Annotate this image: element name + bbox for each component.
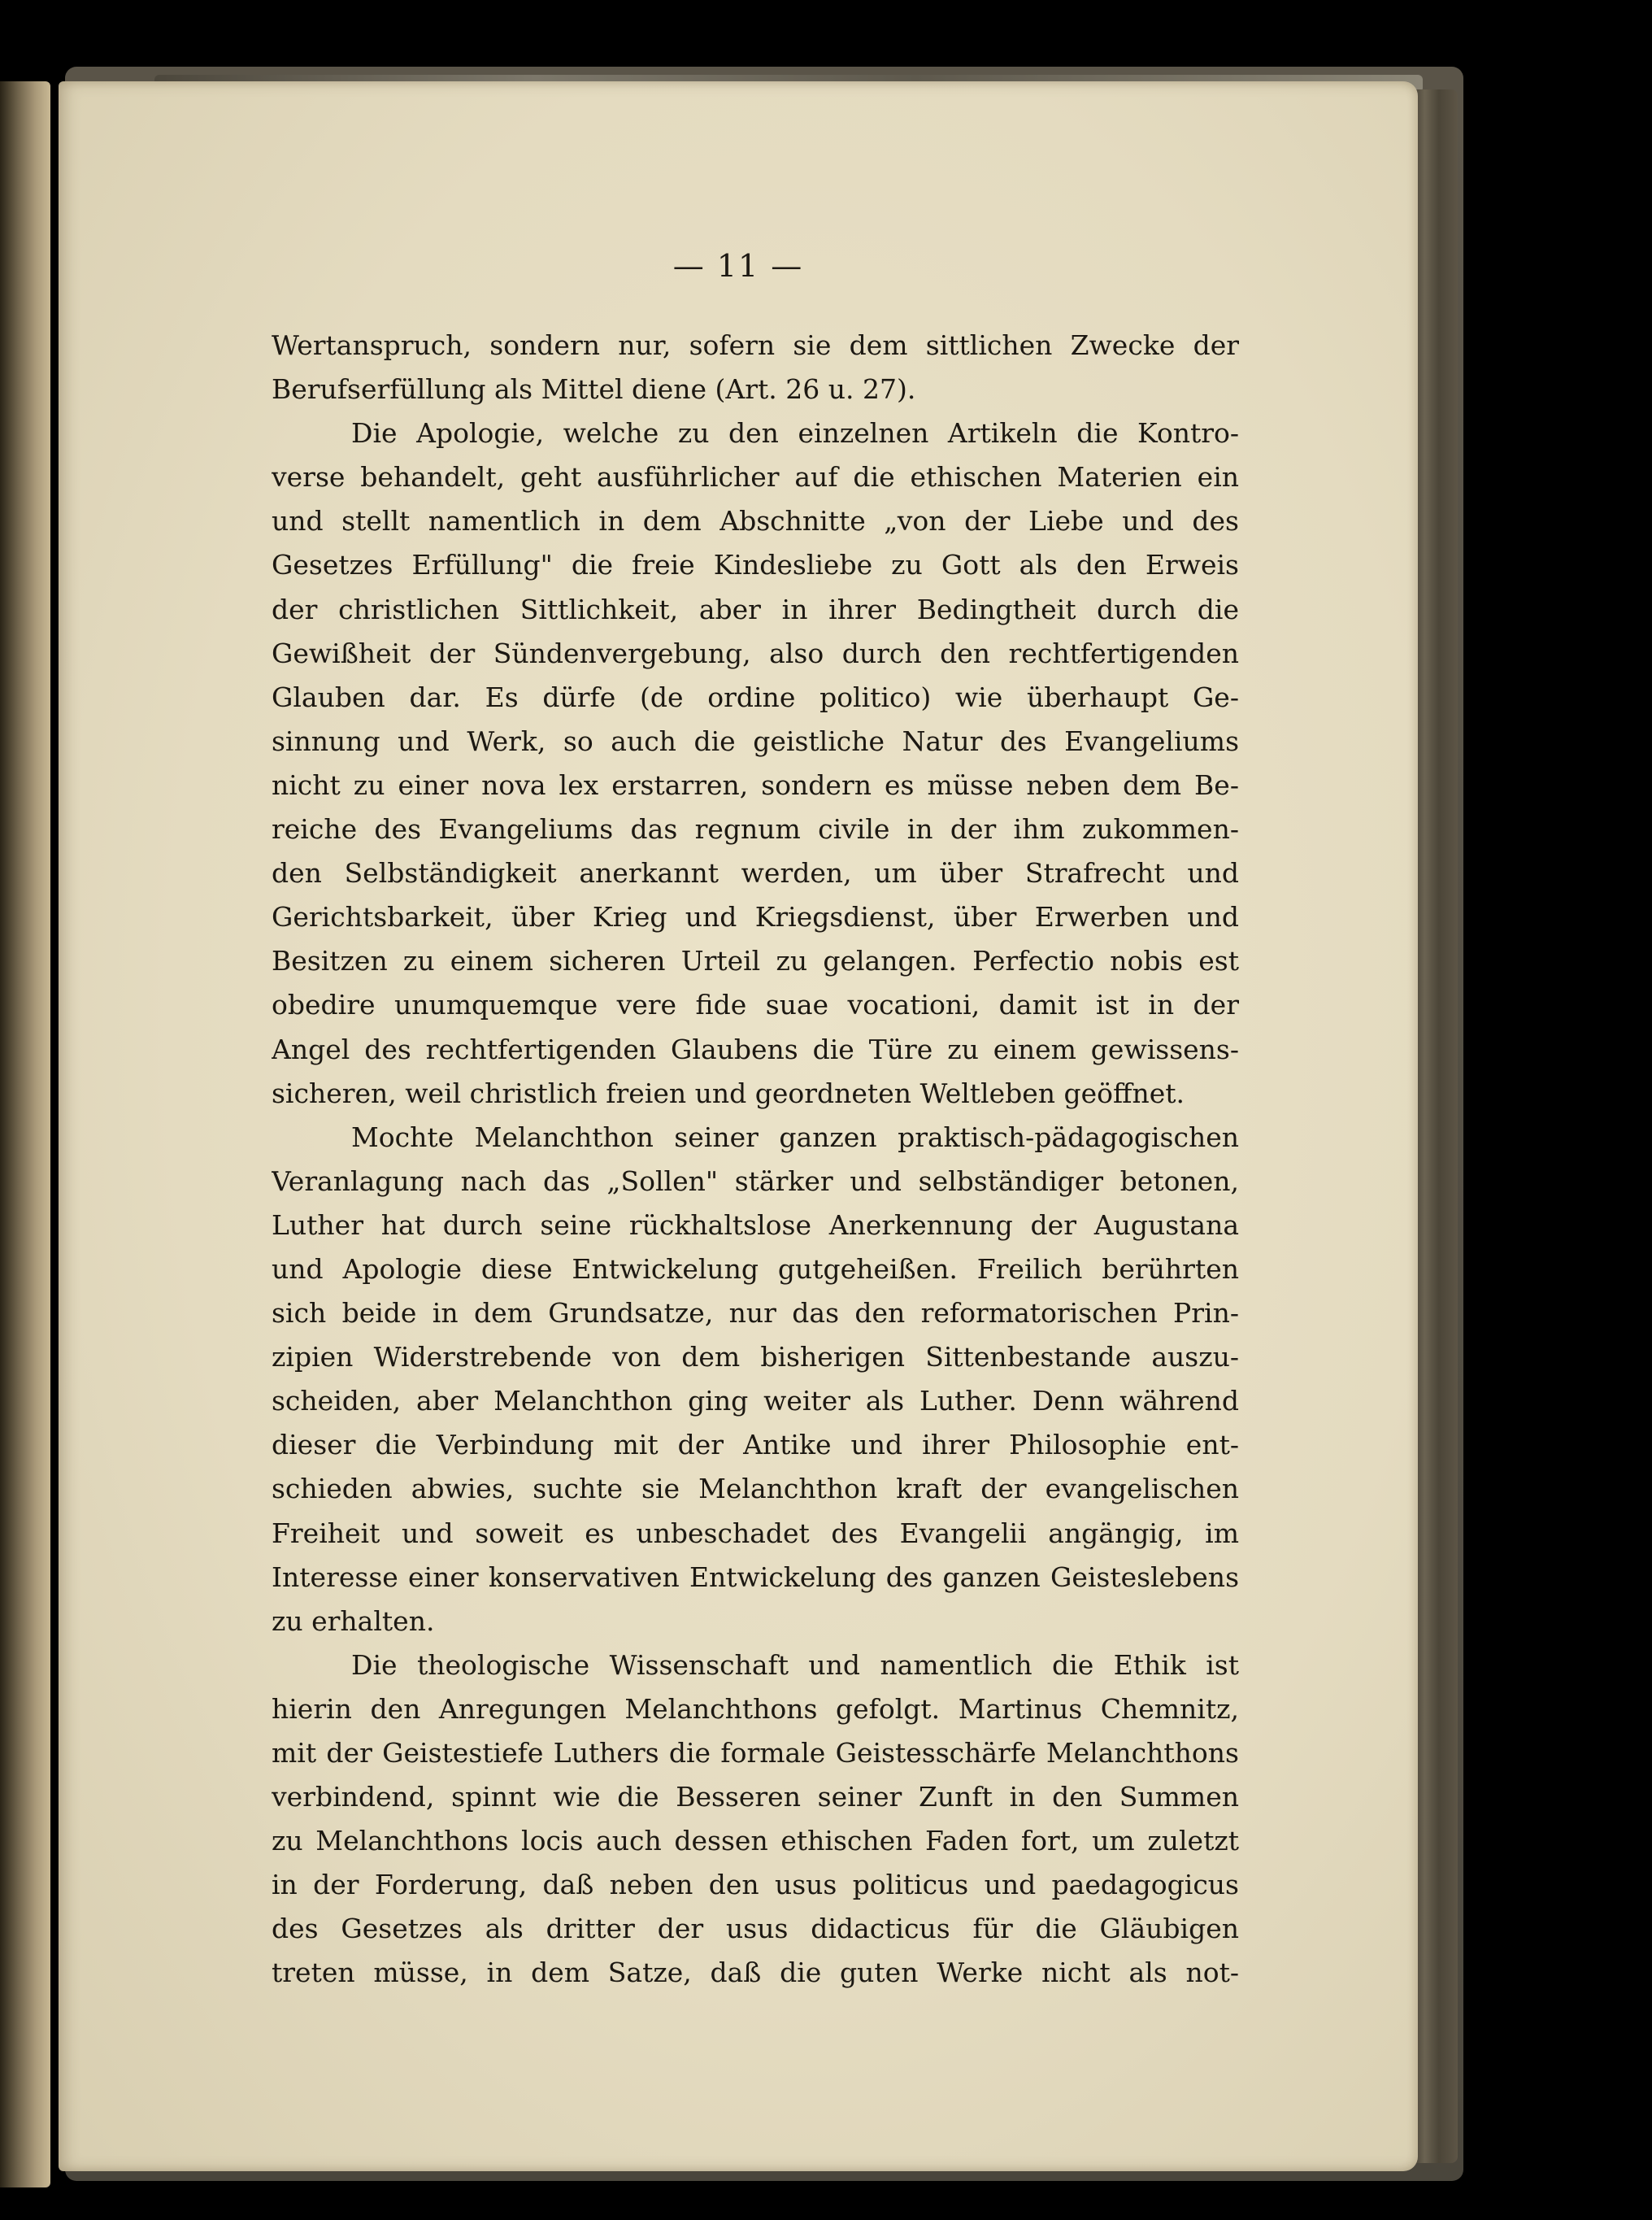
text-line: der christlichen Sittlichkeit, aber in ihrer Bedingtheit durch die xyxy=(272,593,1239,625)
text-line: dieser die Verbindung mit der Antike und ihrer Philosophie ent- xyxy=(272,1429,1239,1461)
text-line: reiche des Evangeliums das regnum civile in der ihm zukommen- xyxy=(272,813,1239,846)
text-line: Glauben dar. Es dürfe (de ordine politico) wie überhaupt Ge- xyxy=(272,681,1239,713)
book-page xyxy=(59,81,1418,2171)
text-line: verse behandelt, geht ausführlicher auf die ethischen Materien ein xyxy=(272,461,1239,494)
text-line: Interesse einer konservativen Entwickelung des ganzen Geisteslebens xyxy=(272,1561,1239,1593)
text-line: zu Melanchthons locis auch dessen ethischen Faden fort, um zuletzt xyxy=(272,1825,1239,1857)
text-line: Die theologische Wissenschaft und namentlich die Ethik ist xyxy=(351,1648,1239,1681)
text-line: Gewißheit der Sündenvergebung, also durch den rechtfertigenden xyxy=(272,637,1239,669)
text-line: sinnung und Werk, so auch die geistliche Natur des Evangeliums xyxy=(272,725,1239,757)
text-line: Veranlagung nach das „Sollen" stärker und selbständiger betonen, xyxy=(272,1164,1239,1197)
text-line: Besitzen zu einem sicheren Urteil zu gelangen. Perfectio nobis est xyxy=(272,945,1239,977)
text-line: und stellt namentlich in dem Abschnitte „von der Liebe und des xyxy=(272,505,1239,538)
text-line: schieden abwies, suchte sie Melanchthon kraft der evangelischen xyxy=(272,1473,1239,1505)
text-line: verbindend, spinnt wie die Besseren seiner Zunft in den Summen xyxy=(272,1781,1239,1813)
text-line: sich beide in dem Grundsatze, nur das den reformatorischen Prin- xyxy=(272,1297,1239,1330)
text-line: nicht zu einer nova lex erstarren, sondern es müsse neben dem Be- xyxy=(272,768,1239,801)
page-number: — 11 — xyxy=(672,248,804,284)
text-line: Freiheit und soweit es unbeschadet des Evangelii angängig, im xyxy=(272,1517,1239,1549)
text-line: zipien Widerstrebende von dem bisherigen Sittenbestande auszu- xyxy=(272,1341,1239,1373)
text-block xyxy=(272,324,1239,1996)
text-line: den Selbständigkeit anerkannt werden, um über Strafrecht und xyxy=(272,857,1239,890)
text-line: Gesetzes Erfüllung" die freie Kindesliebe zu Gott als den Erweis xyxy=(272,549,1239,581)
text-line: Wertanspruch, sondern nur, sofern sie dem sittlichen Zwecke der xyxy=(272,329,1239,361)
text-line: Gerichtsbarkeit, über Krieg und Kriegsdienst, über Erwerben und xyxy=(272,901,1239,934)
text-line: Luther hat durch seine rückhaltslose Anerkennung der Augustana xyxy=(272,1208,1239,1241)
text-line: scheiden, aber Melanchthon ging weiter als Luther. Denn während xyxy=(272,1385,1239,1417)
text-line: Mochte Melanchthon seiner ganzen praktisch-pädagogischen xyxy=(351,1121,1239,1153)
text-line: in der Forderung, daß neben den usus politicus und paedagogicus xyxy=(272,1869,1239,1901)
previous-page-edge xyxy=(0,81,50,2187)
text-line: hierin den Anregungen Melanchthons gefolgt. Martinus Chemnitz, xyxy=(272,1692,1239,1725)
text-line: treten müsse, in dem Satze, daß die guten Werke nicht als not- xyxy=(272,1957,1239,1989)
text-line: Angel des rechtfertigenden Glaubens die Türe zu einem gewissens- xyxy=(272,1033,1239,1065)
text-line: obedire unumquemque vere fide suae vocationi, damit ist in der xyxy=(272,989,1239,1021)
text-line: Die Apologie, welche zu den einzelnen Artikeln die Kontro- xyxy=(351,417,1239,450)
text-line: Berufserfüllung als Mittel diene (Art. 26 u. 27). xyxy=(272,373,916,406)
text-line: zu erhalten. xyxy=(272,1604,435,1637)
text-line: des Gesetzes als dritter der usus didacticus für die Gläubigen xyxy=(272,1913,1239,1945)
text-line: mit der Geistestiefe Luthers die formale Geistesschärfe Melanchthons xyxy=(272,1737,1239,1769)
text-line: sicheren, weil christlich freien und geordneten Weltleben geöffnet. xyxy=(272,1077,1185,1109)
text-line: und Apologie diese Entwickelung gutgeheißen. Freilich berührten xyxy=(272,1252,1239,1285)
